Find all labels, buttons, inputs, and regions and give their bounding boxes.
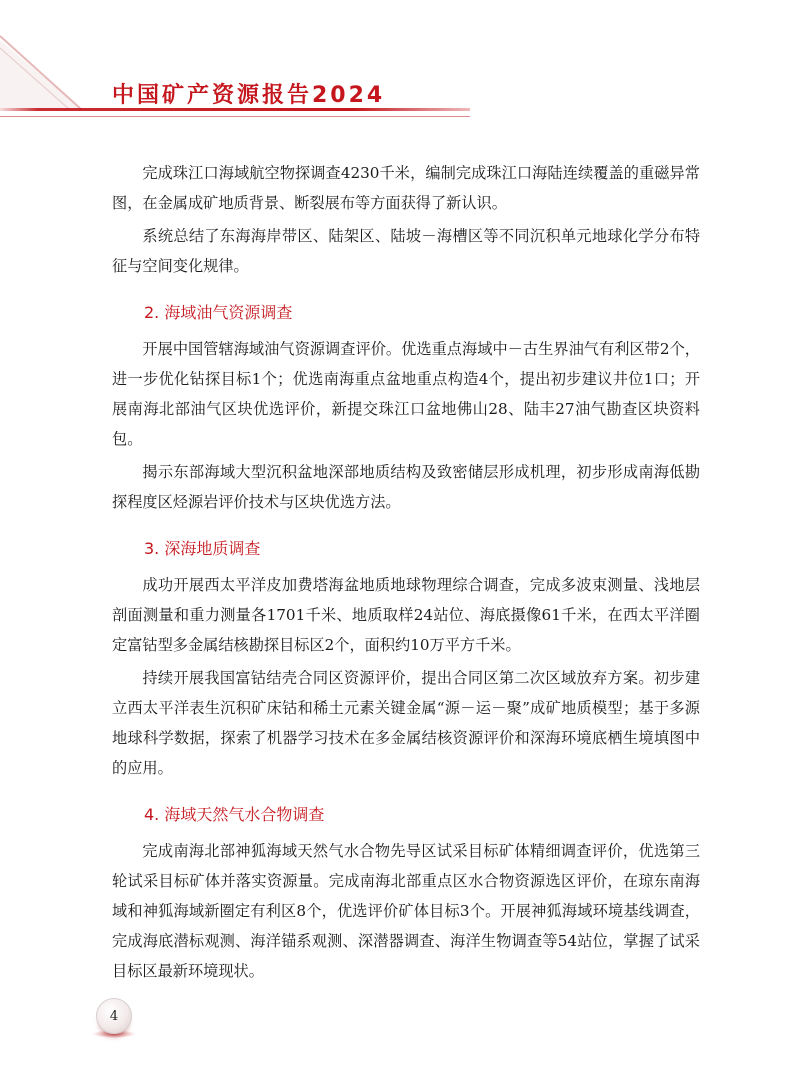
- main-content: [112, 158, 700, 989]
- paragraph: 揭示东部海域大型沉积盆地深部地质结构及致密储层形成机理，初步形成南海低勘探程度区烃源岩评价技术与区块优选方法。: [112, 463, 700, 511]
- report-title: 中国矿产资源报告2024: [112, 83, 386, 108]
- page-number: 4: [96, 998, 132, 1034]
- paragraph: 持续开展我国富钴结壳合同区资源评价，提出合同区第二次区域放弃方案。初步建立西太平洋表生沉积矿床钴和稀土元素关键金属“源－运－聚”成矿地质模型；基于多源地球科学数据，探索了机器学习技术在多金属结核资源评价和深海环境底栖生境填图中的应用。: [112, 669, 700, 777]
- header-decoration: [0, 0, 793, 140]
- paragraph: 开展中国管辖海域油气资源调查评价。优选重点海域中－古生界油气有利区带2个，进一步优化钻探目标1个；优选南海重点盆地重点构造4个，提出初步建议井位1口；开展南海北部油气区块优选评价，新提交珠江口盆地佛山28、陆丰27油气勘查区块资料包。: [112, 340, 700, 448]
- section-heading: 4. 海域天然气水合物调查: [144, 805, 325, 824]
- paragraph: 成功开展西太平洋皮加费塔海盆地质地球物理综合调查，完成多波束测量、浅地层剖面测量和重力测量各1701千米、地质取样24站位、海底摄像61千米，在西太平洋圈定富钴型多金属结核勘探目标区2个，面积约10万平方千米。: [112, 576, 700, 654]
- paragraph: 系统总结了东海海岸带区、陆架区、陆坡－海槽区等不同沉积单元地球化学分布特征与空间变化规律。: [112, 227, 700, 275]
- section-heading: 3. 深海地质调查: [144, 539, 261, 558]
- paragraph: 完成南海北部神狐海域天然气水合物先导区试采目标矿体精细调查评价，优选第三轮试采目标矿体并落实资源量。完成南海北部重点区水合物资源选区评价，在琼东南海域和神狐海域新圈定有利区8个，优选评价矿体目标3个。开展神狐海域环境基线调查，完成海底潜标观测、海洋锚系观测、深潜器调查、海洋生物调查等54站位，掌握了试采目标区最新环境现状。: [112, 842, 700, 980]
- section-heading: 2. 海域油气资源调查: [144, 303, 293, 322]
- paragraph: 完成珠江口海域航空物探调查4230千米，编制完成珠江口海陆连续覆盖的重磁异常图，在金属成矿地质背景、断裂展布等方面获得了新认识。: [112, 164, 700, 212]
